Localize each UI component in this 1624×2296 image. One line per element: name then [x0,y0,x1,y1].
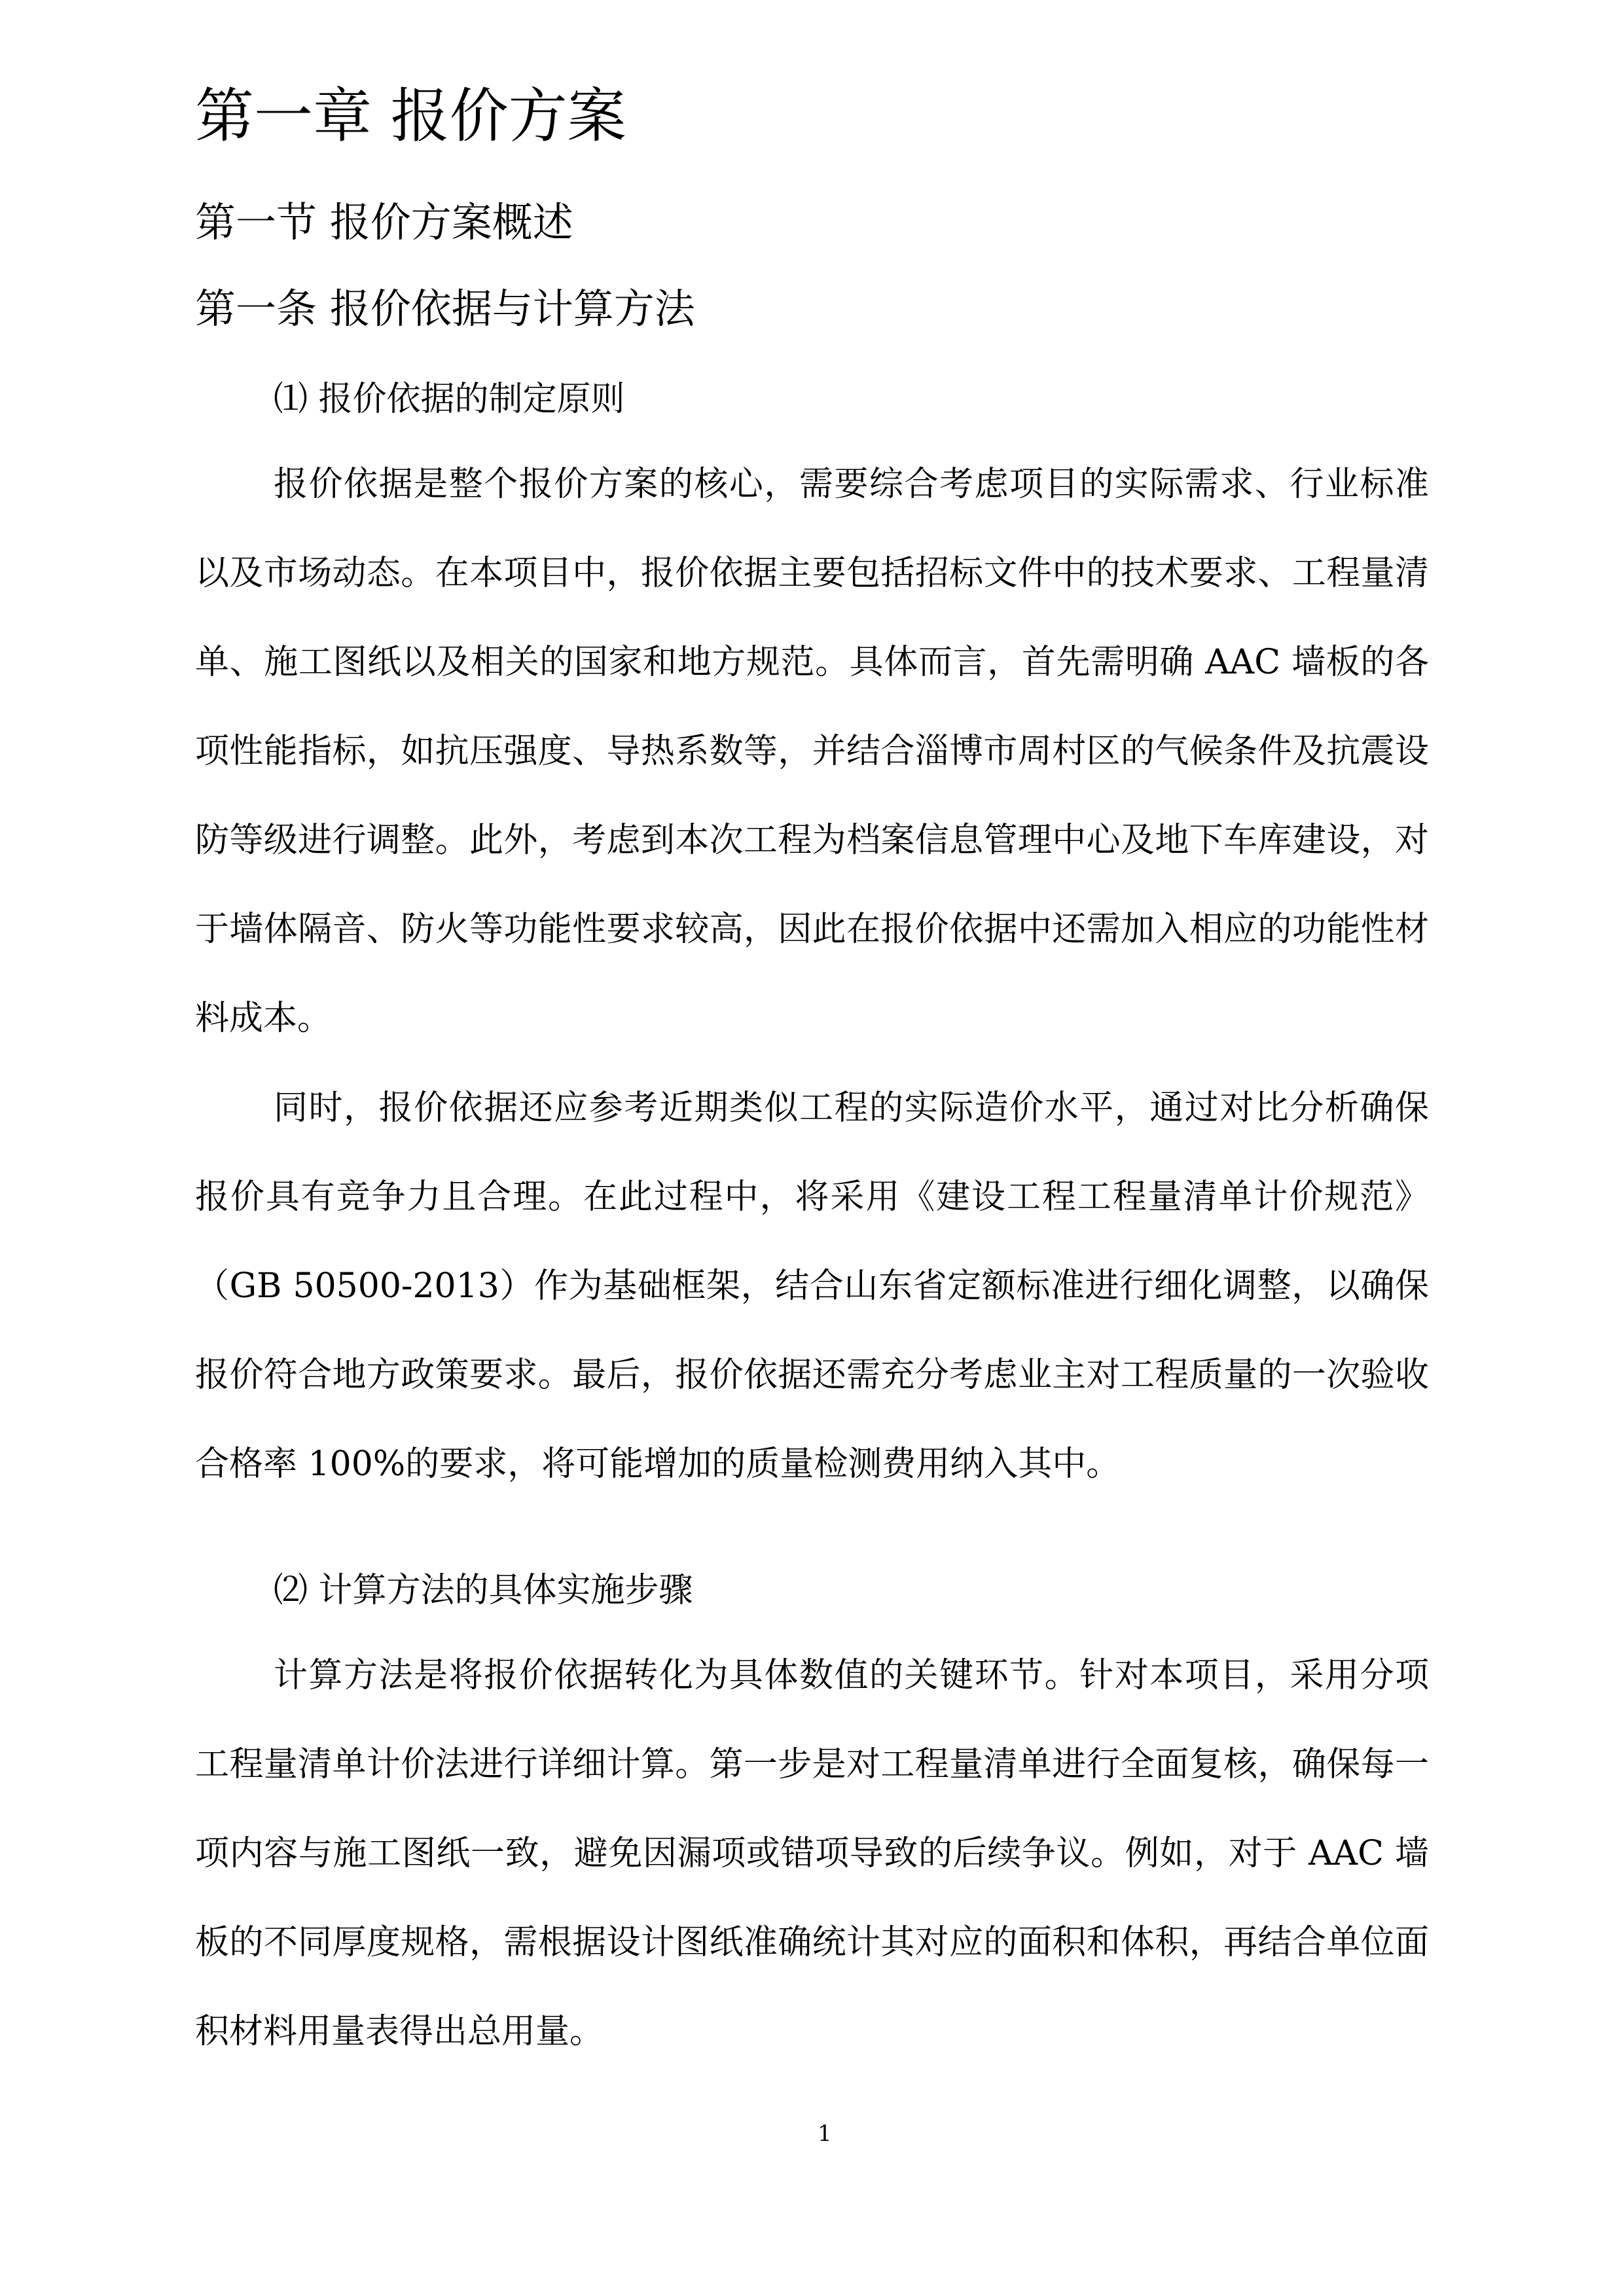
paragraph-1: 报价依据是整个报价方案的核心，需要综合考虑项目的实际需求、行业标准以及市场动态。在本项目中，报价依据主要包括招标文件中的技术要求、工程量清单、施工图纸以及相关的国家和地方规范。具体而言，首先需明确 AAC 墙板的各项性能指标，如抗压强度、导热系数等，并结合淄博市周村区的气候条件及抗震设防等级进行调整。此外，考虑到本次工程为档案信息管理中心及地下车库建设，对于墙体隔音、防火等功能性要求较高，因此在报价依据中还需加入相应的功能性材料成本。 [195,465,1429,1038]
paragraph-3: 计算方法是将报价依据转化为具体数值的关键环节。针对本项目，采用分项工程量清单计价法进行详细计算。第一步是对工程量清单进行全面复核，确保每一项内容与施工图纸一致，避免因漏项或错项导致的后续争议。例如，对于 AAC 墙板的不同厚度规格，需根据设计图纸准确统计其对应的面积和体积，再结合单位面积材料用量表得出总用量。 [195,1656,1429,2051]
chapter-title: 第一章 报价方案 [195,82,626,151]
paragraph-2: 同时，报价依据还应参考近期类似工程的实际造价水平，通过对比分析确保报价具有竞争力且合理。在此过程中，将采用《建设工程工程量清单计价规范》（GB 50500-2013）作为基础框架，结合山东省定额标准进行细化调整，以确保报价符合地方政策要求。最后，报价依据还需充分考虑业主对工程质量的一次验收合格率 100%的要求，将可能增加的质量检测费用纳入其中。 [195,1088,1429,1484]
section-title: 第一节 报价方案概述 [195,198,573,246]
subsection-heading-2: ⑵ 计算方法的具体实施步骤 [274,1571,693,1610]
subsection-heading-1: ⑴ 报价依据的制定原则 [274,380,625,419]
article-title: 第一条 报价依据与计算方法 [195,285,695,332]
page-number: 1 [818,2121,832,2147]
